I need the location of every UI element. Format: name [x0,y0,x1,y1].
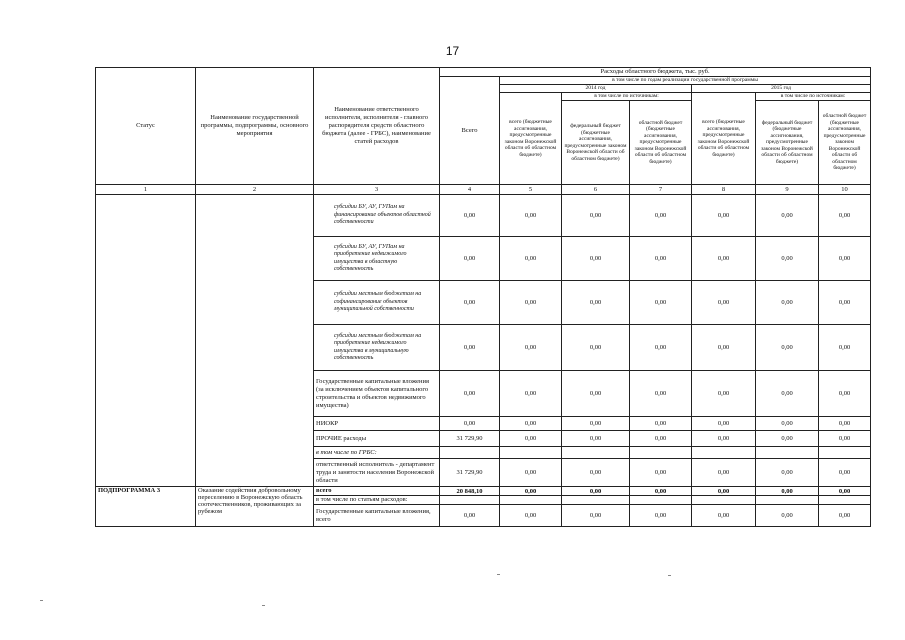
value-cell [756,447,819,459]
value-cell: 0,00 [562,195,630,237]
scan-speck [40,600,43,601]
value-cell [500,496,562,505]
value-cell [692,496,756,505]
value-cell: 0,00 [692,281,756,325]
value-cell: 0,00 [630,487,692,496]
header-year-2015: 2015 год [692,85,871,93]
value-cell: 0,00 [756,325,819,371]
header-status: Статус [96,68,196,185]
value-cell: 0,00 [819,371,871,417]
value-cell [819,496,871,505]
value-cell: 0,00 [562,371,630,417]
row-label: ПРОЧИЕ расходы [314,431,440,447]
value-cell: 0,00 [692,371,756,417]
value-cell: 0,00 [500,325,562,371]
value-cell: 0,00 [440,505,500,527]
value-cell: 0,00 [562,417,630,431]
value-cell: 20 848,10 [440,487,500,496]
column-numbers-row [96,185,871,195]
header-col-total-2015: всего (бюджетные ассигнования, предусмотренные законом Воронежской области об областном бюджете) [692,93,756,185]
value-cell: 0,00 [562,487,630,496]
value-cell [440,496,500,505]
col-number: 7 [630,185,692,195]
col-number: 3 [314,185,440,195]
row-label: Государственные капитальные вложения (за исключением объектов капитального строительства и объектов недвижимого имущества) [314,371,440,417]
value-cell: 0,00 [756,459,819,487]
value-cell: 0,00 [756,371,819,417]
expenses-table [95,67,871,527]
value-cell: 0,00 [756,505,819,527]
value-cell: 0,00 [819,325,871,371]
value-cell: 0,00 [819,195,871,237]
value-cell: 0,00 [440,371,500,417]
value-cell: 0,00 [819,237,871,281]
header-program-name: Наименование государственной программы, подпрограммы, основного мероприятия [196,68,314,185]
value-cell: 0,00 [756,487,819,496]
value-cell: 0,00 [756,195,819,237]
row-label: в том числе по ГРБС: [314,447,440,459]
value-cell [630,447,692,459]
value-cell: 0,00 [440,237,500,281]
value-cell: 0,00 [692,431,756,447]
header-col-federal-2015: федеральный бюджет (бюджетные ассигнования, предусмотренные законом Воронежской области об областном бюджете) [756,101,819,185]
value-cell: 0,00 [630,281,692,325]
value-cell: 0,00 [440,281,500,325]
header-year-2014: 2014 год [500,85,692,93]
value-cell: 0,00 [630,505,692,527]
value-cell: 0,00 [756,417,819,431]
header-total: Всего [440,77,500,185]
header-col-regional-2015: областной бюджет (бюджетные ассигнования, предусмотренные законом Воронежской области об областном бюджете) [819,101,871,185]
row-label: Государственные капитальные вложения, всего [314,505,440,527]
row-label: НИОКР [314,417,440,431]
value-cell: 0,00 [630,325,692,371]
row-label: ответственный исполнитель - департамент труда и занятости населения Воронежской области [314,459,440,487]
header-col-federal-2014: федеральный бюджет (бюджетные ассигнования, предусмотренные законом Воронежской области об областном бюджете) [562,101,630,185]
value-cell [440,447,500,459]
col-number: 10 [819,185,871,195]
scan-speck [497,574,500,575]
status-cell [96,195,196,487]
value-cell: 0,00 [500,237,562,281]
value-cell: 0,00 [500,431,562,447]
header-by-years: в том числе по годам реализации государственной программы [500,77,871,85]
subprogram-name: Оказание содействия добровольному переселению в Воронежскую область соотечественников, проживающих за рубежом [196,487,314,527]
value-cell: 0,00 [630,459,692,487]
row-label: субсидии местным бюджетам на приобретение недвижимого имущества в муниципальную собственность [314,325,440,371]
value-cell: 0,00 [500,281,562,325]
value-cell: 0,00 [819,505,871,527]
value-cell: 0,00 [819,431,871,447]
value-cell: 0,00 [630,417,692,431]
header-by-sources-2014: в том числе по источникам: [562,93,692,101]
value-cell [756,496,819,505]
row-label: субсидии БУ, АУ, ГУПам на приобретение недвижимого имущества в областную собственность [314,237,440,281]
value-cell: 0,00 [562,325,630,371]
table-row [96,195,871,237]
value-cell: 0,00 [630,371,692,417]
header-executor: Наименование ответственного исполнителя, исполнителя - главного распорядителя средств областного бюджета (далее - ГРБС), наименование статей расходов [314,68,440,185]
program-name-cell [196,195,314,487]
value-cell: 0,00 [756,237,819,281]
value-cell [500,447,562,459]
value-cell: 0,00 [630,195,692,237]
value-cell: 0,00 [630,431,692,447]
value-cell [562,496,630,505]
row-label: в том числе по статьям расходов: [314,496,440,505]
value-cell: 0,00 [440,417,500,431]
value-cell: 0,00 [692,459,756,487]
value-cell: 0,00 [500,459,562,487]
value-cell [819,447,871,459]
value-cell: 0,00 [562,237,630,281]
value-cell: 0,00 [692,237,756,281]
value-cell: 0,00 [692,505,756,527]
scan-speck [262,605,265,606]
value-cell: 0,00 [692,325,756,371]
value-cell: 0,00 [500,371,562,417]
col-number: 9 [756,185,819,195]
scan-speck [668,575,671,576]
value-cell: 0,00 [756,431,819,447]
value-cell [562,447,630,459]
header-col-total-2014: всего (бюджетные ассигнования, предусмотренные законом Воронежской области об областном бюджете) [500,93,562,185]
value-cell: 0,00 [562,459,630,487]
col-number: 2 [196,185,314,195]
row-label: субсидии БУ, АУ, ГУПам на финансирование объектов областной собственности [314,195,440,237]
col-number: 1 [96,185,196,195]
value-cell: 0,00 [562,505,630,527]
value-cell: 0,00 [692,417,756,431]
value-cell [692,447,756,459]
value-cell: 0,00 [562,281,630,325]
header-col-regional-2014: областной бюджет (бюджетные ассигнования, предусмотренные законом Воронежской области об областном бюджете) [630,101,692,185]
col-number: 4 [440,185,500,195]
col-number: 6 [562,185,630,195]
value-cell: 31 729,90 [440,459,500,487]
col-number: 5 [500,185,562,195]
value-cell: 31 729,90 [440,431,500,447]
value-cell [630,496,692,505]
value-cell: 0,00 [440,325,500,371]
row-label: всего [314,487,440,496]
row-label: субсидии местным бюджетам на софинансирование объектов муниципальной собственности [314,281,440,325]
value-cell: 0,00 [500,505,562,527]
value-cell: 0,00 [819,487,871,496]
value-cell: 0,00 [630,237,692,281]
value-cell: 0,00 [819,417,871,431]
value-cell: 0,00 [756,281,819,325]
value-cell: 0,00 [500,417,562,431]
value-cell: 0,00 [692,195,756,237]
value-cell: 0,00 [692,487,756,496]
value-cell: 0,00 [819,459,871,487]
header-by-sources-2015: в том числе по источникам: [756,93,871,101]
value-cell: 0,00 [500,195,562,237]
col-number: 8 [692,185,756,195]
value-cell: 0,00 [500,487,562,496]
value-cell: 0,00 [819,281,871,325]
page-number: 17 [445,44,460,58]
table-row [96,487,871,496]
subprogram-status: ПОДПРОГРАММА 3 [96,487,196,527]
header-expenses-title: Расходы областного бюджета, тыс. руб. [440,68,871,77]
value-cell: 0,00 [440,195,500,237]
value-cell: 0,00 [562,431,630,447]
